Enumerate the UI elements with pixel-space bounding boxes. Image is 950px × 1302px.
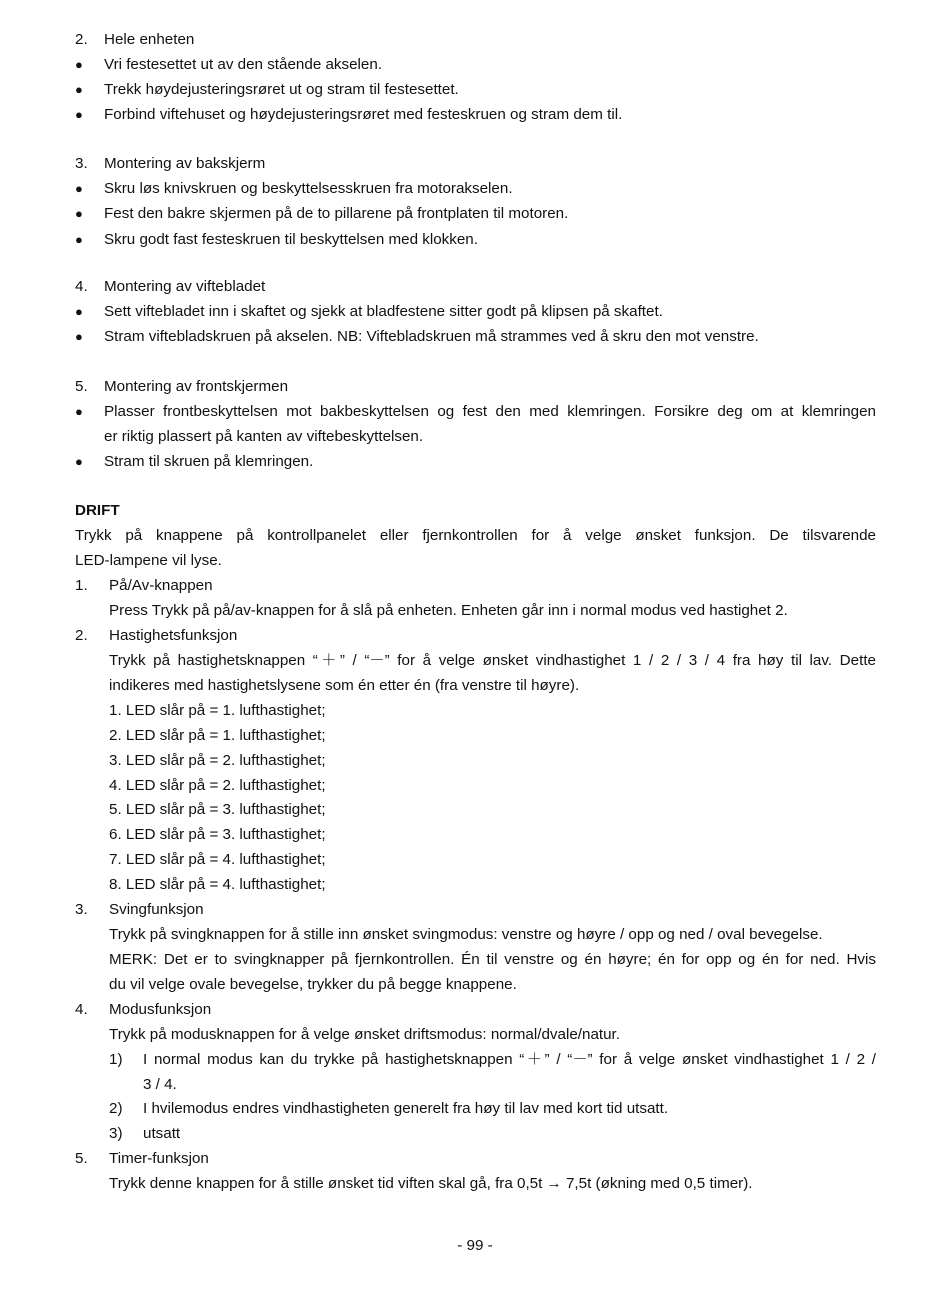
- item-title: Timer-funksjon: [109, 1150, 209, 1167]
- paragraph-line: du vil velge ovale bevegelse, trykker du på begge knappene.: [109, 976, 517, 993]
- sub-item-number: 3): [109, 1125, 123, 1142]
- section-number: 2.: [75, 31, 88, 48]
- bullet-text: Skru godt fast festeskruen til beskyttelsen med klokken.: [104, 231, 478, 248]
- drift-heading: DRIFT: [75, 502, 120, 519]
- bullet-text: Forbind viftehuset og høydejusteringsrøret med festeskruen og stram dem til.: [104, 106, 623, 123]
- item-title: Modusfunksjon: [109, 1001, 212, 1018]
- paragraph-line: Trykk på svingknappen for å stille inn ønsket svingmodus: venstre og høyre / opp og ned / oval bevegelse.: [109, 926, 823, 943]
- paragraph-line: Trykk denne knappen for å stille ønsket tid viften skal gå, fra 0,5t → 7,5t (økning med 0,5 timer).: [109, 1175, 753, 1192]
- bullet-text: Sett viftebladet inn i skaftet og sjekk at bladfestene sitter godt på klipsen på skaftet.: [104, 303, 663, 320]
- bullet-icon: ●: [75, 454, 83, 469]
- bullet-text: Fest den bakre skjermen på de to pillarene på frontplaten til motoren.: [104, 205, 569, 222]
- bullet-icon: ●: [75, 404, 83, 419]
- sub-item-text: I normal modus kan du trykke på hastighetsknappen “＋” / “－” for å velge ønsket vindhastighet 1 / 2 /: [143, 1051, 876, 1068]
- paragraph-line: indikeres med hastighetslysene som én etter én (fra venstre til høyre).: [109, 677, 580, 694]
- bullet-icon: ●: [75, 82, 83, 97]
- item-number: 5.: [75, 1150, 88, 1167]
- led-text: 6. LED slår på = 3. lufthastighet;: [109, 826, 326, 843]
- sub-item-number: 1): [109, 1051, 123, 1068]
- item-title: Hastighetsfunksjon: [109, 627, 238, 644]
- bullet-text: Stram viftebladskruen på akselen. NB: Viftebladskruen må strammes ved å skru den mot venstre.: [104, 328, 759, 345]
- item-title: På/Av-knappen: [109, 577, 213, 594]
- bullet-icon: ●: [75, 206, 83, 221]
- led-text: 2. LED slår på = 1. lufthastighet;: [109, 727, 326, 744]
- bullet-text: Stram til skruen på klemringen.: [104, 453, 314, 470]
- item-number: 2.: [75, 627, 88, 644]
- bullet-icon: ●: [75, 181, 83, 196]
- paragraph-line: Trykk på modusknappen for å velge ønsket driftsmodus: normal/dvale/natur.: [109, 1026, 620, 1043]
- bullet-text: Vri festesettet ut av den stående akselen.: [104, 56, 383, 73]
- drift-intro-continuation: LED-lampene vil lyse.: [75, 552, 222, 569]
- sub-item-number: 2): [109, 1100, 123, 1117]
- led-text: 4. LED slår på = 2. lufthastighet;: [109, 777, 326, 794]
- item-number: 3.: [75, 901, 88, 918]
- bullet-icon: ●: [75, 107, 83, 122]
- sub-item-text: utsatt: [143, 1125, 181, 1142]
- section-title: Montering av viftebladet: [104, 278, 266, 295]
- bullet-text: Trekk høydejusteringsrøret ut og stram til festesettet.: [104, 81, 459, 98]
- led-text: 7. LED slår på = 4. lufthastighet;: [109, 851, 326, 868]
- item-number: 4.: [75, 1001, 88, 1018]
- bullet-icon: ●: [75, 304, 83, 319]
- bullet-text: er riktig plassert på kanten av viftebeskyttelsen.: [104, 428, 424, 445]
- led-text: 1. LED slår på = 1. lufthastighet;: [109, 702, 326, 719]
- section-title: Montering av frontskjermen: [104, 378, 289, 395]
- paragraph-line: MERK: Det er to svingknapper på fjernkontrollen. Én til venstre og én høyre; én for opp og én for ned. Hvis: [109, 951, 876, 968]
- led-text: 8. LED slår på = 4. lufthastighet;: [109, 876, 326, 893]
- bullet-icon: ●: [75, 232, 83, 247]
- section-number: 4.: [75, 278, 88, 295]
- section-number: 3.: [75, 155, 88, 172]
- bullet-icon: ●: [75, 329, 83, 344]
- paragraph-line: Trykk på hastighetsknappen “＋” / “－” for å velge ønsket vindhastighet 1 / 2 / 3 / 4 fra høy til lav. Dette: [109, 652, 876, 669]
- led-text: 5. LED slår på = 3. lufthastighet;: [109, 801, 326, 818]
- bullet-icon: ●: [75, 57, 83, 72]
- section-title: Hele enheten: [104, 31, 195, 48]
- sub-item-text: 3 / 4.: [143, 1076, 177, 1093]
- sub-item-text: I hvilemodus endres vindhastigheten generelt fra høy til lav med kort tid utsatt.: [143, 1100, 669, 1117]
- paragraph-line: Press Trykk på på/av-knappen for å slå på enheten. Enheten går inn i normal modus ved hastighet 2.: [109, 602, 788, 619]
- page-number: - 99 -: [457, 1237, 493, 1254]
- section-title: Montering av bakskjerm: [104, 155, 266, 172]
- paragraph-line: Trykk på knappene på kontrollpanelet eller fjernkontrollen for å velge ønsket funksjon. De tilsvarende: [75, 527, 876, 544]
- item-title: Svingfunksjon: [109, 901, 204, 918]
- item-number: 1.: [75, 577, 88, 594]
- led-text: 3. LED slår på = 2. lufthastighet;: [109, 752, 326, 769]
- bullet-text: Plasser frontbeskyttelsen mot bakbeskyttelsen og fest den med klemringen. Forsikre deg om at klemringen: [104, 403, 876, 420]
- bullet-text: Skru løs knivskruen og beskyttelsesskruen fra motorakselen.: [104, 180, 513, 197]
- section-number: 5.: [75, 378, 88, 395]
